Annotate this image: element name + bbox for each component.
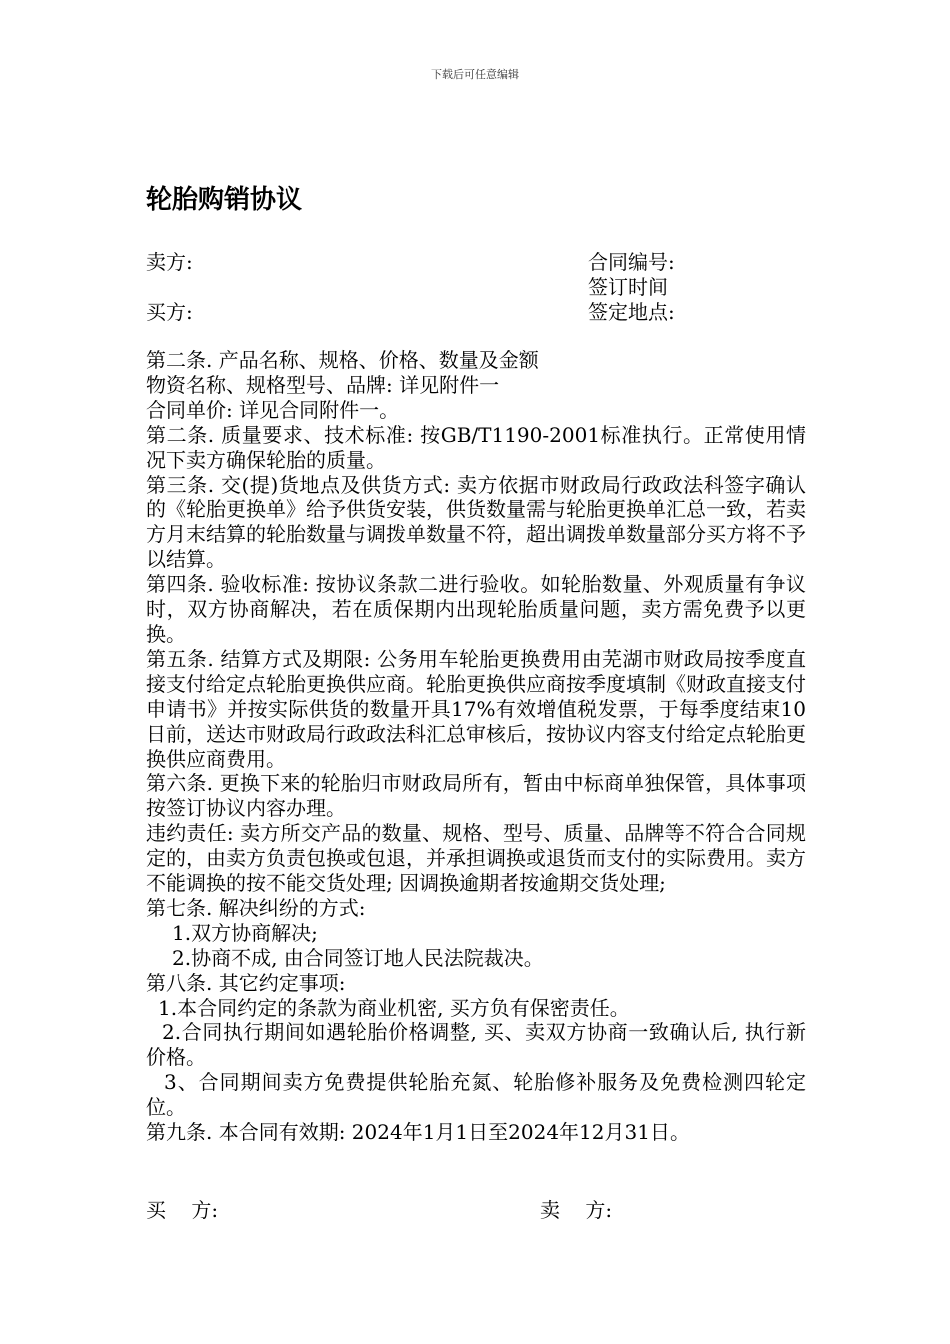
clause-product-heading: 第二条. 产品名称、规格、价格、数量及金额: [146, 348, 539, 372]
clause-breach: 违约责任: 卖方所交产品的数量、规格、型号、质量、品牌等不符合合同规定的，由卖方负责包换或包退，并承担调换或退货而支付的实际费用。卖方不能调换的按不能交货处理; 因调换逾期者按逾期交货处理;: [146, 821, 806, 896]
clause-replaced-tires: 第六条. 更换下来的轮胎归市财政局所有，暂由中标商单独保管，具体事项按签订协议内容办理。: [146, 771, 806, 821]
clause-unit-price: 合同单价: 详见合同附件一。: [146, 397, 400, 422]
clause-product-name: 物资名称、规格型号、品牌: 详见附件一: [146, 372, 500, 397]
seller-signature-label: 卖 方:: [540, 1198, 613, 1222]
signature-row: [146, 1198, 806, 1224]
seller-label: 卖方:: [146, 250, 193, 274]
buyer-label: 买方:: [146, 300, 193, 324]
clause-delivery: 第三条. 交(提)货地点及供货方式: 卖方依据市财政局行政政法科签字确认的《轮胎更换单》给予供货安装，供货数量需与轮胎更换单汇总一致，若卖方月末结算的轮胎数量与调拨单数量不符，超出调拨单数量部分买方将不予以结算。: [146, 472, 806, 572]
clause-dispute-heading: 第七条. 解决纠纷的方式:: [146, 895, 366, 920]
sign-time-label: 签订时间: [588, 275, 668, 299]
other-item-3: 3、合同期间卖方免费提供轮胎充氮、轮胎修补服务及免费检测四轮定位。: [146, 1070, 806, 1120]
other-item-1: 1.本合同约定的条款为商业机密, 买方负有保密责任。: [158, 995, 630, 1020]
clause-quality: 第二条. 质量要求、技术标准: 按GB/T1190-2001标准执行。正常使用情况下卖方确保轮胎的质量。: [146, 422, 806, 472]
sign-place-label: 签定地点:: [588, 300, 675, 324]
buyer-signature-label: 买 方:: [146, 1198, 219, 1222]
clause-other-heading: 第八条. 其它约定事项:: [146, 970, 346, 995]
contract-number-label: 合同编号:: [588, 250, 675, 274]
contract-body: [146, 348, 806, 1145]
dispute-item-1: 1.双方协商解决;: [172, 920, 318, 945]
document-title: 轮胎购销协议: [146, 185, 303, 215]
other-item-2: 2.合同执行期间如遇轮胎价格调整, 买、卖双方协商一致确认后, 执行新价格。: [146, 1020, 806, 1070]
clause-validity: 第九条. 本合同有效期: 2024年1月1日至2024年12月31日。: [146, 1120, 690, 1145]
header-note: 下载后可任意编辑: [431, 68, 519, 81]
clause-acceptance: 第四条. 验收标准: 按协议条款二进行验收。如轮胎数量、外观质量有争议时，双方协商解决，若在质保期内出现轮胎质量问题，卖方需免费予以更换。: [146, 572, 806, 646]
dispute-item-2: 2.协商不成, 由合同签订地人民法院裁决。: [172, 945, 544, 970]
clause-settlement: 第五条. 结算方式及期限: 公务用车轮胎更换费用由芜湖市财政局按季度直接支付给定点轮胎更换供应商。轮胎更换供应商按季度填制《财政直接支付申请书》并按实际供货的数量开具17%有效增值税发票，于每季度结束10日前，送达市财政局行政政法科汇总审核后，按协议内容支付给定点轮胎更换供应商费用。: [146, 646, 806, 771]
